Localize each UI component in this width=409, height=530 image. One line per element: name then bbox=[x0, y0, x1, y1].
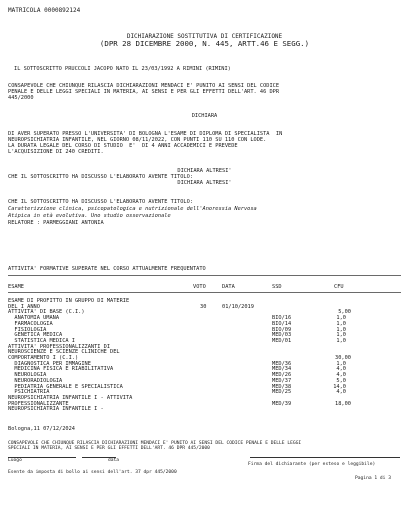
cell-cfu: 5,00 bbox=[338, 309, 351, 316]
cell-esame: PEDIATRIA GENERALE E SPECIALISTICA bbox=[8, 383, 123, 390]
cell-esame: FISIOLOGIA bbox=[8, 326, 47, 333]
declaration-line-4: L'ACQUISIZIONE DI 240 CREDITI. bbox=[8, 149, 104, 155]
consapevole-line-1: CONSAPEVOLE CHE CHIUNQUE RILASCIA DICHIARAZIONI MENDACI E' PUNITO AI SENSI DEL CODICE bbox=[8, 83, 280, 89]
esente-bollo: Esente da imposta di bollo ai sensi dell'art. 37 dpr 445/2000 bbox=[8, 470, 177, 475]
cell-esame: ESAME DI PROFITTO IN GRUPPO DI MATERIE bbox=[8, 298, 130, 304]
cell-esame: STATISTICA MEDICA I bbox=[8, 337, 75, 344]
heading-divider bbox=[8, 275, 401, 276]
cell-esame: NEUROPSICHIATRIA INFANTILE I - ATTIVITA bbox=[8, 394, 133, 401]
cell-esame: ATTIVITA' PROFESSIONALIZZANTI DI bbox=[8, 343, 111, 350]
relatore-line: RELATORE : PARMEGGIANI ANTONIA bbox=[8, 220, 104, 226]
cell-esame: GENETICA MEDICA bbox=[8, 332, 63, 339]
col-data: DATA bbox=[222, 284, 235, 290]
col-ssd: SSD bbox=[272, 284, 282, 290]
attivita-heading: ATTIVITA' FORMATIVE SUPERATE NEL CORSO ATTUALMENTE FREQUENTATO bbox=[8, 266, 206, 272]
luogo-label: Luogo bbox=[8, 458, 22, 463]
cell-ssd: BIO/09 bbox=[272, 326, 292, 333]
cell-cfu: 4,0 bbox=[336, 389, 346, 396]
cell-esame: DEL I ANNO bbox=[8, 303, 40, 310]
matricola-number: MATRICOLA 0000892124 bbox=[8, 7, 81, 14]
cell-esame: ANATOMIA UMANA bbox=[8, 315, 60, 322]
cell-cfu: 4,0 bbox=[336, 366, 346, 373]
col-esame: ESAME bbox=[8, 284, 24, 290]
table-row bbox=[0, 406, 409, 412]
cell-esame: NEUROLOGIA bbox=[8, 372, 47, 379]
cell-esame: NEUROSCIENZE E SCIENZE CLINICHE DEL bbox=[8, 349, 120, 356]
cell-esame: ATTIVITA' DI BASE (C.I.) bbox=[8, 309, 85, 316]
cell-cfu: 1,0 bbox=[336, 320, 346, 327]
cell-voto: 30 bbox=[200, 303, 207, 310]
declarant-line: IL SOTTOSCRITTO PRUCCOLI JACOPO NATO IL 23/03/1992 A RIMINI (RIMINI) bbox=[14, 66, 231, 72]
declaration-line-1: DI AVER SUPERATO PRESSO L'UNIVERSITA' DI BOLOGNA L'ESAME DI DIPLOMA DI SPECIALISTA IN bbox=[8, 131, 283, 137]
cell-cfu: 1,0 bbox=[336, 337, 346, 344]
cell-ssd: MED/25 bbox=[272, 389, 292, 396]
cell-data: 01/10/2019 bbox=[222, 303, 254, 310]
cell-ssd: MED/39 bbox=[272, 400, 292, 407]
cell-ssd: BIO/14 bbox=[272, 320, 292, 327]
footer-notice-line-2: SPECIALI IN MATERIA, AI SENSI E PER GLI EFFETTI DELL'ART. 46 DPR 445/2000 bbox=[8, 446, 210, 451]
cell-esame: MEDICINA FISICA E RIABILITATIVA bbox=[8, 366, 114, 373]
dichiara-heading: DICHIARA bbox=[191, 113, 218, 119]
cell-ssd: MED/26 bbox=[272, 372, 292, 379]
cell-esame: PSICHIATRIA bbox=[8, 389, 50, 396]
altresi-line-1: CHE IL SOTTOSCRITTO HA DISCUSSO L'ELABORATO AVENTE TITOLO: bbox=[8, 174, 193, 180]
declaration-line-2: NEUROPSICHIATRIA INFANTILE, NEL GIORNO 08/11/2022, CON PUNTI 110 SU 110 CON LODE. bbox=[8, 137, 267, 143]
table-header bbox=[0, 284, 409, 290]
cell-esame: FARMACOLOGIA bbox=[8, 320, 53, 327]
document-subtitle: (DPR 28 DICEMBRE 2000, N. 445, ARTT.46 E SEGG.) bbox=[99, 39, 310, 48]
consapevole-line-2: PENALE E DELLE LEGGI SPECIALI IN MATERIA, AI SENSI E PER GLI EFFETTI DELL'ART. 46 DPR bbox=[8, 89, 280, 95]
firma-line bbox=[250, 457, 400, 458]
cell-cfu: 30,00 bbox=[335, 355, 351, 361]
cell-cfu: 18,00 bbox=[335, 400, 351, 407]
table-header-divider bbox=[8, 292, 401, 293]
document-title: DICHIARAZIONE SOSTITUTIVA DI CERTIFICAZIONE bbox=[126, 33, 283, 40]
firma-label: Firma del dichiarante (per esteso e leggibile) bbox=[248, 462, 376, 467]
cell-cfu: 1,0 bbox=[336, 360, 346, 367]
cell-cfu: 1,0 bbox=[336, 315, 346, 322]
altresi-heading-2: DICHIARA ALTRESI' bbox=[177, 180, 232, 186]
consapevole-line-3: 445/2000 bbox=[8, 95, 34, 101]
cell-esame: PROFESSIONALIZZANTE bbox=[8, 400, 69, 407]
cell-cfu: 5,0 bbox=[336, 377, 346, 384]
elaborato-line: CHE IL SOTTOSCRITTO HA DISCUSSO L'ELABORATO AVENTE TITOLO: bbox=[8, 199, 193, 205]
cell-ssd: MED/01 bbox=[272, 337, 292, 344]
cell-ssd: MED/37 bbox=[272, 377, 292, 384]
declaration-line-3: LA DURATA LEGALE DEL CORSO DI STUDIO E' DI 4 ANNI ACCADEMICI E PREVEDE bbox=[8, 143, 238, 149]
cell-esame: NEUROPSICHIATRIA INFANTILE I - bbox=[8, 406, 104, 413]
elaborato-title-1: Caratterizzione clinica, psicopatologica e nutrizionale dell'Anoressia Nervosa bbox=[8, 206, 257, 212]
cell-cfu: 14,0 bbox=[333, 383, 346, 390]
footer-notice-line-1: CONSAPEVOLE CHE CHIUNQUE RILASCIA DICHIARAZIONI MENDACI E' PUNITO AI SENSI DEL CODICE PENALE E DELLE LEGGI bbox=[8, 441, 302, 446]
cell-esame: COMPORTAMENTO I (C.I.) bbox=[8, 355, 79, 361]
cell-cfu: 4,0 bbox=[336, 372, 346, 379]
altresi-heading-1: DICHIARA ALTRESI' bbox=[177, 168, 232, 174]
page-number: Pagina 1 di 3 bbox=[355, 476, 391, 481]
cell-ssd: MED/38 bbox=[272, 383, 292, 390]
col-voto: VOTO bbox=[193, 284, 206, 290]
cell-cfu: 1,0 bbox=[336, 326, 346, 333]
elaborato-title-2: Atipica in età evolutiva. Uno studio osservazionale bbox=[8, 213, 171, 219]
place-date: Bologna,11 07/12/2024 bbox=[8, 426, 75, 432]
data-label: data bbox=[108, 458, 120, 463]
cell-ssd: BIO/16 bbox=[272, 315, 292, 322]
col-cfu: CFU bbox=[334, 284, 344, 290]
cell-esame: NEURORADIOLOGIA bbox=[8, 377, 63, 384]
cell-ssd: MED/36 bbox=[272, 360, 292, 367]
cell-esame: DIAGNOSTICA PER IMMAGINE bbox=[8, 360, 91, 367]
cell-cfu: 1,0 bbox=[336, 332, 346, 339]
cell-ssd: MED/03 bbox=[272, 332, 292, 339]
cell-ssd: MED/34 bbox=[272, 366, 292, 373]
